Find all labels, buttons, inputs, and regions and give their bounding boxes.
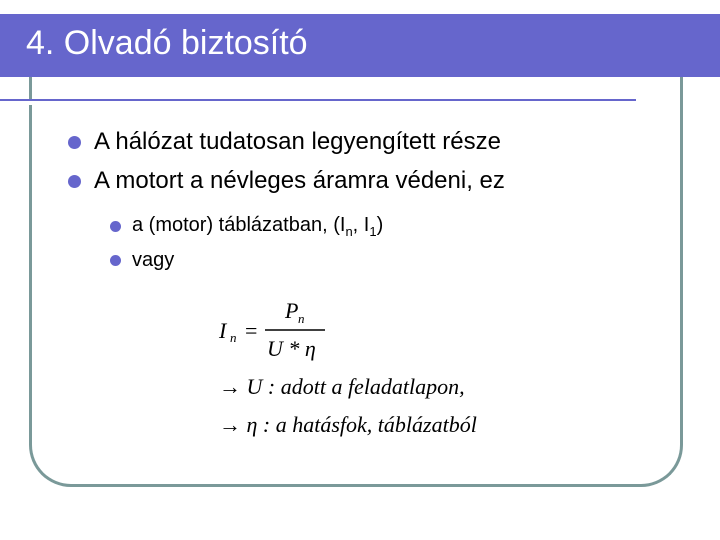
sub-bullet-text-part: a (motor) táblázatban, (I bbox=[132, 214, 346, 236]
sub-bullet-text-part: ) bbox=[376, 214, 384, 236]
title-rule bbox=[0, 101, 636, 105]
bullet-text: A hálózat tudatosan legyengített része bbox=[94, 128, 501, 155]
bullet-dot-icon bbox=[68, 175, 81, 188]
sub-bullet-item bbox=[110, 249, 174, 272]
formula-line1: → U : adott a feladatlapon, bbox=[219, 374, 465, 399]
formula-denominator: U * η bbox=[267, 336, 316, 361]
title-bar bbox=[0, 10, 720, 95]
bullet-item bbox=[68, 128, 501, 156]
sub-bullet-text-part: , I bbox=[352, 214, 370, 236]
sub-bullet-item bbox=[110, 214, 383, 239]
formula-equals: = bbox=[245, 318, 258, 343]
bullet-dot-icon bbox=[110, 221, 121, 232]
bullet-text: A motort a névleges áramra védeni, ez bbox=[94, 167, 505, 194]
slide-title: 4. Olvadó biztosító bbox=[26, 24, 308, 62]
formula-svg bbox=[205, 298, 545, 448]
subscript: 1 bbox=[369, 224, 377, 239]
formula-lhs: I bbox=[219, 318, 227, 343]
sub-bullet-text: vagy bbox=[132, 249, 175, 271]
bullet-item bbox=[68, 167, 505, 195]
formula-block bbox=[205, 298, 545, 448]
formula-lhs-sub: n bbox=[230, 330, 237, 345]
formula-numerator-sub: n bbox=[298, 311, 305, 326]
subscript: n bbox=[345, 224, 353, 239]
bullet-dot-icon bbox=[68, 136, 81, 149]
formula-numerator: P bbox=[285, 298, 299, 323]
formula-line2: → η : a hatásfok, táblázatból bbox=[219, 412, 477, 437]
bullet-dot-icon bbox=[110, 255, 121, 266]
sub-bullet-text bbox=[132, 214, 383, 239]
